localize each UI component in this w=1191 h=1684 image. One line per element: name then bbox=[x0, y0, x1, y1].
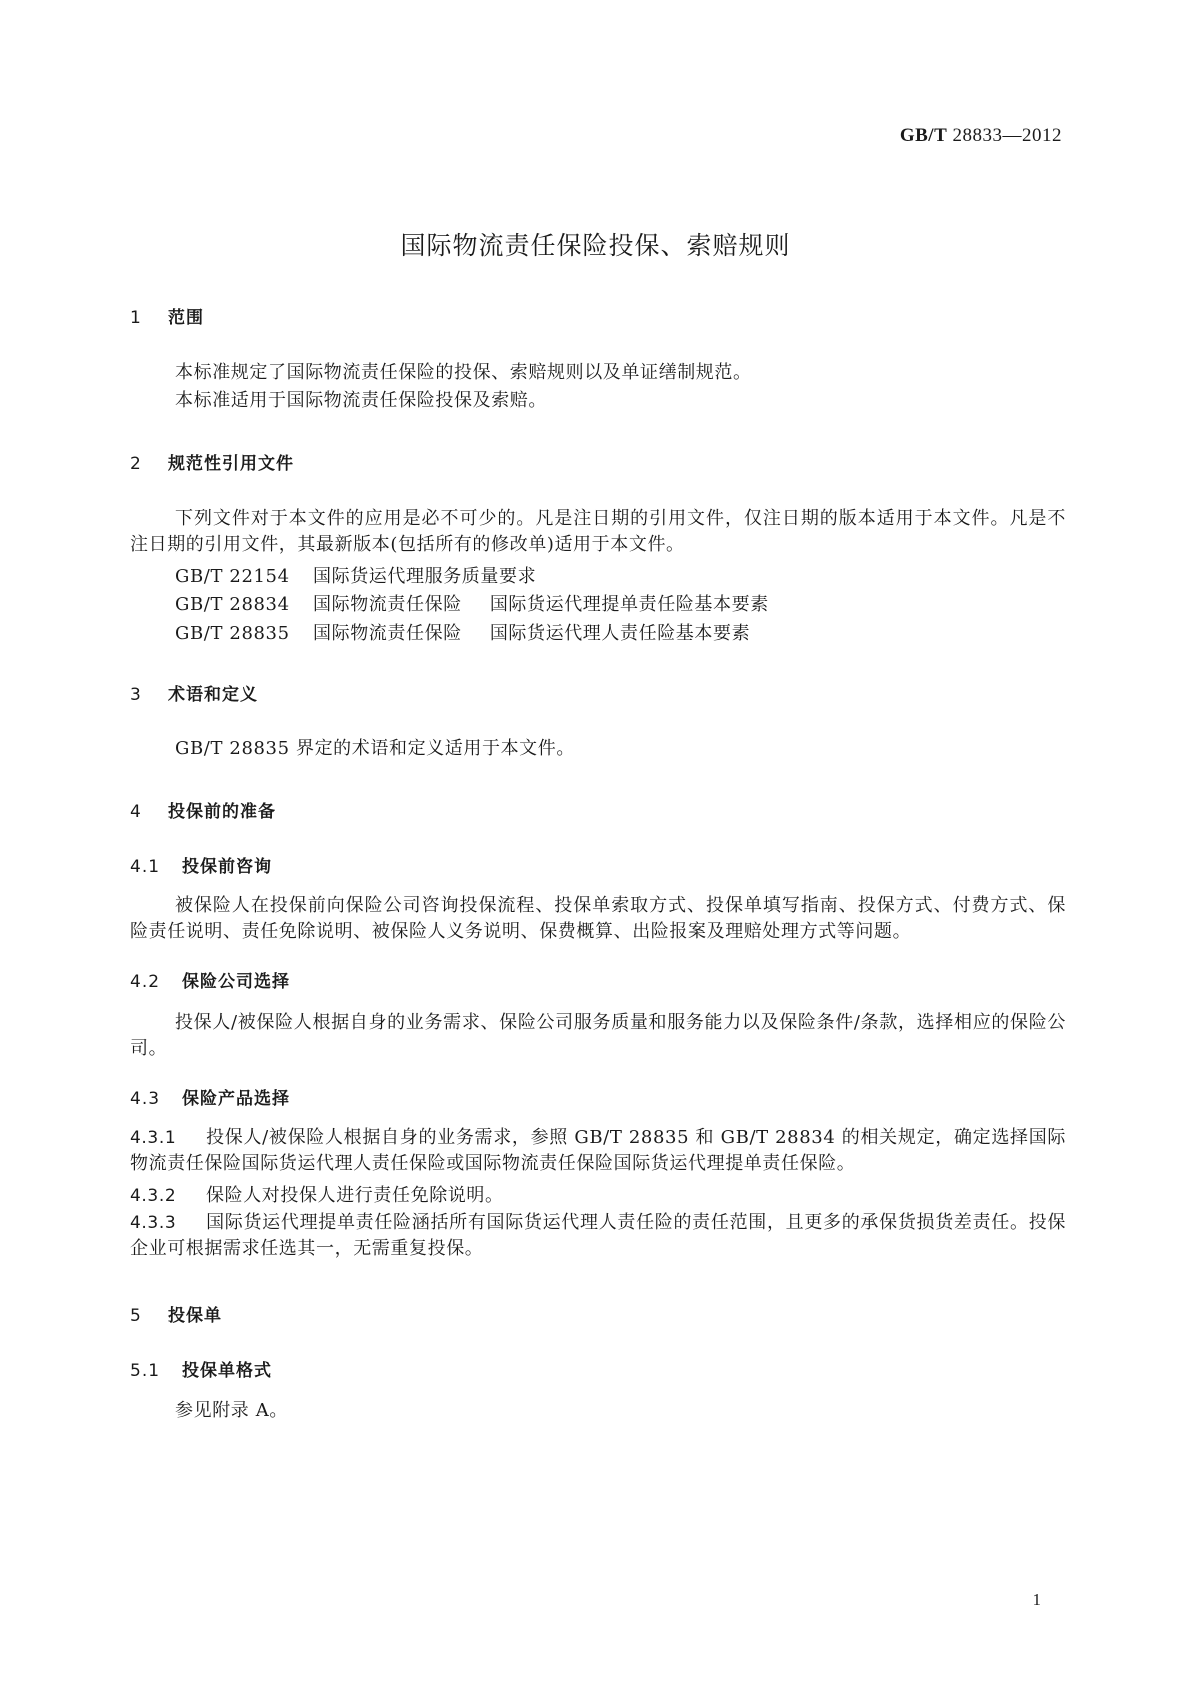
reference-code: GB/T 28834 bbox=[175, 594, 290, 615]
section-3-heading bbox=[130, 680, 258, 705]
subsection-title: 保险公司选择 bbox=[182, 972, 290, 992]
subsection-4-1-heading bbox=[130, 852, 272, 877]
reference-name: 国际货运代理服务质量要求 bbox=[313, 566, 537, 587]
section-4-heading bbox=[130, 797, 276, 822]
subsection-4-1-para: 被保险人在投保前向保险公司咨询投保流程、投保单索取方式、投保单填写指南、投保方式、付费方式、保险责任说明、责任免除说明、被保险人义务说明、保费概算、出险报案及理赔处理方式等问题。 bbox=[130, 895, 1066, 942]
section-number: 5 bbox=[130, 1306, 142, 1326]
page-number: 1 bbox=[1032, 1590, 1041, 1609]
subsection-number: 5.1 bbox=[130, 1361, 161, 1381]
reference-item bbox=[175, 621, 1061, 647]
clause-4-3-1 bbox=[130, 1125, 1066, 1177]
standard-code bbox=[900, 125, 1062, 147]
reference-name: 国际物流责任保险 bbox=[313, 623, 462, 644]
clause-text: 国际货运代理提单责任险涵括所有国际货运代理人责任险的责任范围，且更多的承保货损货差责任。投保企业可根据需求任选其一，无需重复投保。 bbox=[130, 1212, 1066, 1259]
clause-number: 4.3.1 bbox=[130, 1128, 177, 1148]
standard-number: 28833—2012 bbox=[952, 125, 1062, 146]
section-title: 投保前的准备 bbox=[168, 802, 276, 822]
section-1-para-2: 本标准适用于国际物流责任保险投保及索赔。 bbox=[175, 390, 547, 411]
reference-item bbox=[175, 564, 1061, 590]
section-1-heading bbox=[130, 303, 204, 328]
subsection-title: 投保单格式 bbox=[182, 1361, 272, 1381]
subsection-4-2-para: 投保人/被保险人根据自身的业务需求、保险公司服务质量和服务能力以及保险条件/条款，选择相应的保险公司。 bbox=[130, 1012, 1066, 1059]
subsection-title: 投保前咨询 bbox=[182, 857, 272, 877]
section-1-para-1: 本标准规定了国际物流责任保险的投保、索赔规则以及单证缮制规范。 bbox=[175, 362, 752, 383]
standard-prefix: GB/T bbox=[899, 125, 948, 146]
section-2-heading bbox=[130, 449, 294, 474]
reference-code: GB/T 22154 bbox=[175, 566, 290, 587]
clause-number: 4.3.2 bbox=[130, 1186, 177, 1206]
clause-text: 保险人对投保人进行责任免除说明。 bbox=[206, 1185, 504, 1206]
subsection-5-1-para: 参见附录 A。 bbox=[175, 1400, 288, 1421]
reference-name: 国际物流责任保险 bbox=[313, 594, 462, 615]
section-title: 范围 bbox=[168, 308, 204, 328]
clause-4-3-2 bbox=[130, 1183, 1066, 1209]
reference-code: GB/T 28835 bbox=[175, 623, 290, 644]
subsection-number: 4.3 bbox=[130, 1089, 161, 1109]
section-number: 4 bbox=[130, 802, 142, 822]
section-3-para: GB/T 28835 界定的术语和定义适用于本文件。 bbox=[175, 738, 575, 759]
subsection-number: 4.1 bbox=[130, 857, 161, 877]
subsection-title: 保险产品选择 bbox=[182, 1089, 290, 1109]
section-number: 1 bbox=[130, 308, 142, 328]
section-title: 规范性引用文件 bbox=[168, 454, 294, 474]
section-number: 3 bbox=[130, 685, 142, 705]
section-title: 投保单 bbox=[168, 1306, 222, 1326]
reference-subtitle: 国际货运代理人责任险基本要素 bbox=[489, 623, 751, 644]
section-2-intro: 下列文件对于本文件的应用是必不可少的。凡是注日期的引用文件，仅注日期的版本适用于本文件。凡是不注日期的引用文件，其最新版本(包括所有的修改单)适用于本文件。 bbox=[130, 508, 1066, 555]
subsection-number: 4.2 bbox=[130, 972, 161, 992]
subsection-5-1-heading bbox=[130, 1356, 272, 1381]
clause-text: 投保人/被保险人根据自身的业务需求，参照 GB/T 28835 和 GB/T 28834 的相关规定，确定选择国际物流责任保险国际货运代理人责任保险或国际物流责任保险国际货运代理提单责任保险。 bbox=[130, 1127, 1066, 1174]
document-title: 国际物流责任保险投保、索赔规则 bbox=[400, 231, 791, 260]
subsection-4-2-heading bbox=[130, 967, 290, 992]
section-5-heading bbox=[130, 1301, 222, 1326]
subsection-4-3-heading bbox=[130, 1084, 290, 1109]
clause-number: 4.3.3 bbox=[130, 1213, 177, 1233]
section-title: 术语和定义 bbox=[168, 685, 258, 705]
section-number: 2 bbox=[130, 454, 142, 474]
reference-subtitle: 国际货运代理提单责任险基本要素 bbox=[489, 594, 769, 615]
reference-item bbox=[175, 592, 1061, 618]
clause-4-3-3 bbox=[130, 1210, 1066, 1262]
